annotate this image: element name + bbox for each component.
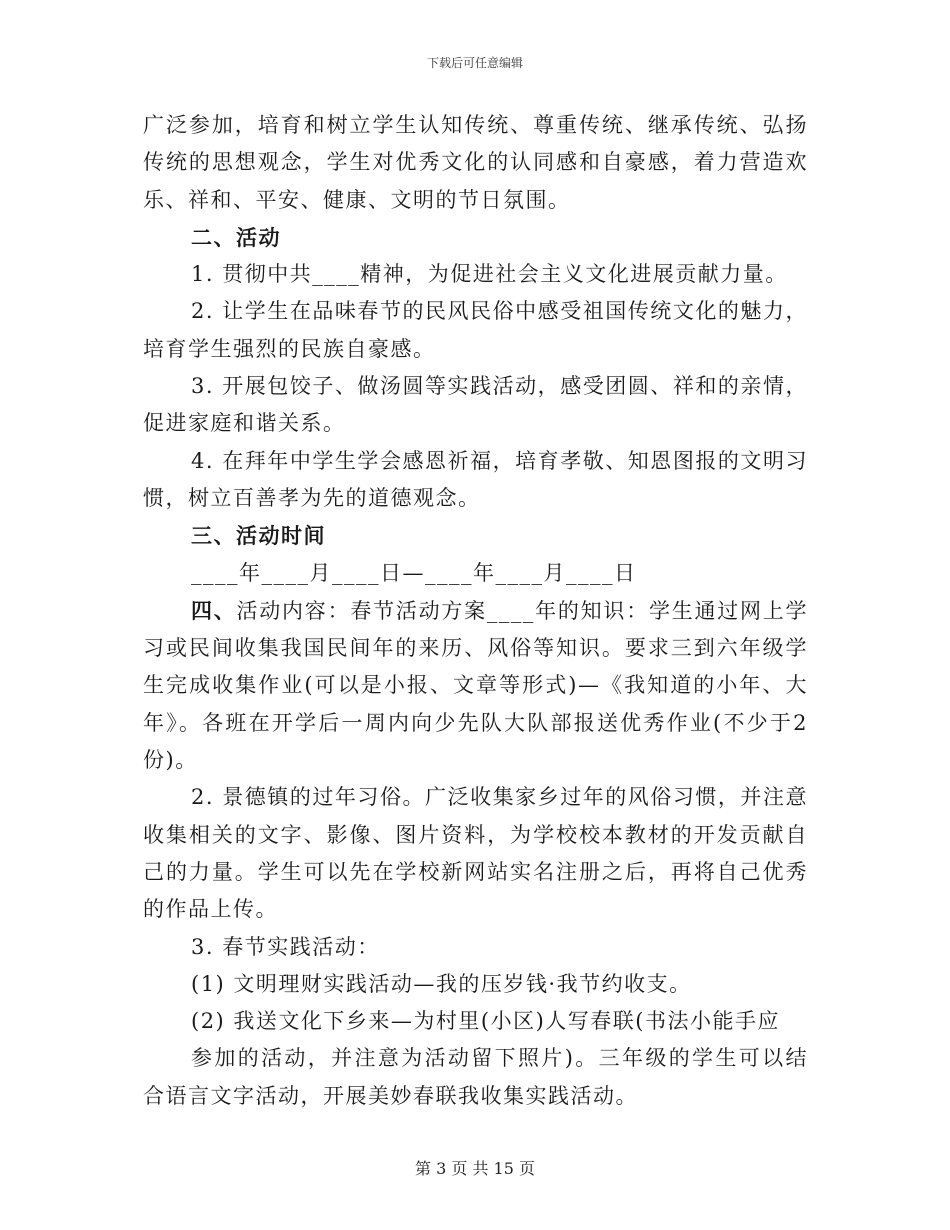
activity-item-4: 4. 在拜年中学生学会感恩祈福，培育孝敬、知恩图报的文明习惯，树立百善孝为先的道德观念。	[143, 448, 808, 510]
section-heading-activities: 二、活动	[191, 224, 281, 250]
section-heading-content-label: 四、	[191, 597, 237, 623]
activity-item-1: 1. 贯彻中共____精神，为促进社会主义文化进展贡献力量。	[191, 262, 788, 287]
section-heading-time: 三、活动时间	[191, 523, 326, 549]
section-content-paragraph	[143, 592, 808, 779]
page-number-footer: 第 3 页 共 15 页	[415, 1159, 535, 1178]
practice-sub-item-2: (2) 我送文化下乡来—为村里(小区)人写春联(书法小能手应	[191, 1009, 780, 1034]
paragraph-intro-cont: 广泛参加，培育和树立学生认知传统、尊重传统、继承传统、弘扬传统的思想观念，学生对优秀文化的认同感和自豪感，着力营造欢乐、祥和、平安、健康、文明的节日氛围。	[143, 113, 808, 212]
activity-item-3: 3. 开展包饺子、做汤圆等实践活动，感受团圆、祥和的亲情，促进家庭和谐关系。	[143, 374, 808, 436]
document-body	[143, 107, 808, 1115]
section-content-text: 活动内容：春节活动方案____年的知识：学生通过网上学习或民间收集我国民间年的来历、风俗等知识。要求三到六年级学生完成收集作业(可以是小报、文章等形式)—《我知道的小年、大年》。各班在开学后一周内向少先队大队部报送优秀作业(不少于2份)。	[143, 598, 809, 773]
activity-time-line: ____年____月____日—____年____月____日	[191, 560, 637, 585]
page-header-note: 下载后可任意编辑	[426, 56, 523, 70]
activity-item-2: 2. 让学生在品味春节的民风民俗中感受祖国传统文化的魅力，培育学生强烈的民族自豪感。	[143, 299, 808, 361]
practice-sub-item-2-continued: 参加的活动，并注意为活动留下照片)。三年级的学生可以结合语言文字活动，开展美妙春联我收集实践活动。	[143, 1046, 808, 1108]
practice-sub-item-1: (1) 文明理财实践活动—我的压岁钱·我节约收支。	[191, 971, 692, 996]
content-item-2: 2. 景德镇的过年习俗。广泛收集家乡过年的风俗习惯，并注意收集相关的文字、影像、图片资料，为学校校本教材的开发贡献自己的力量。学生可以先在学校新网站实名注册之后，再将自己优秀的作品上传。	[143, 785, 808, 922]
content-item-3: 3. 春节实践活动：	[191, 934, 380, 959]
